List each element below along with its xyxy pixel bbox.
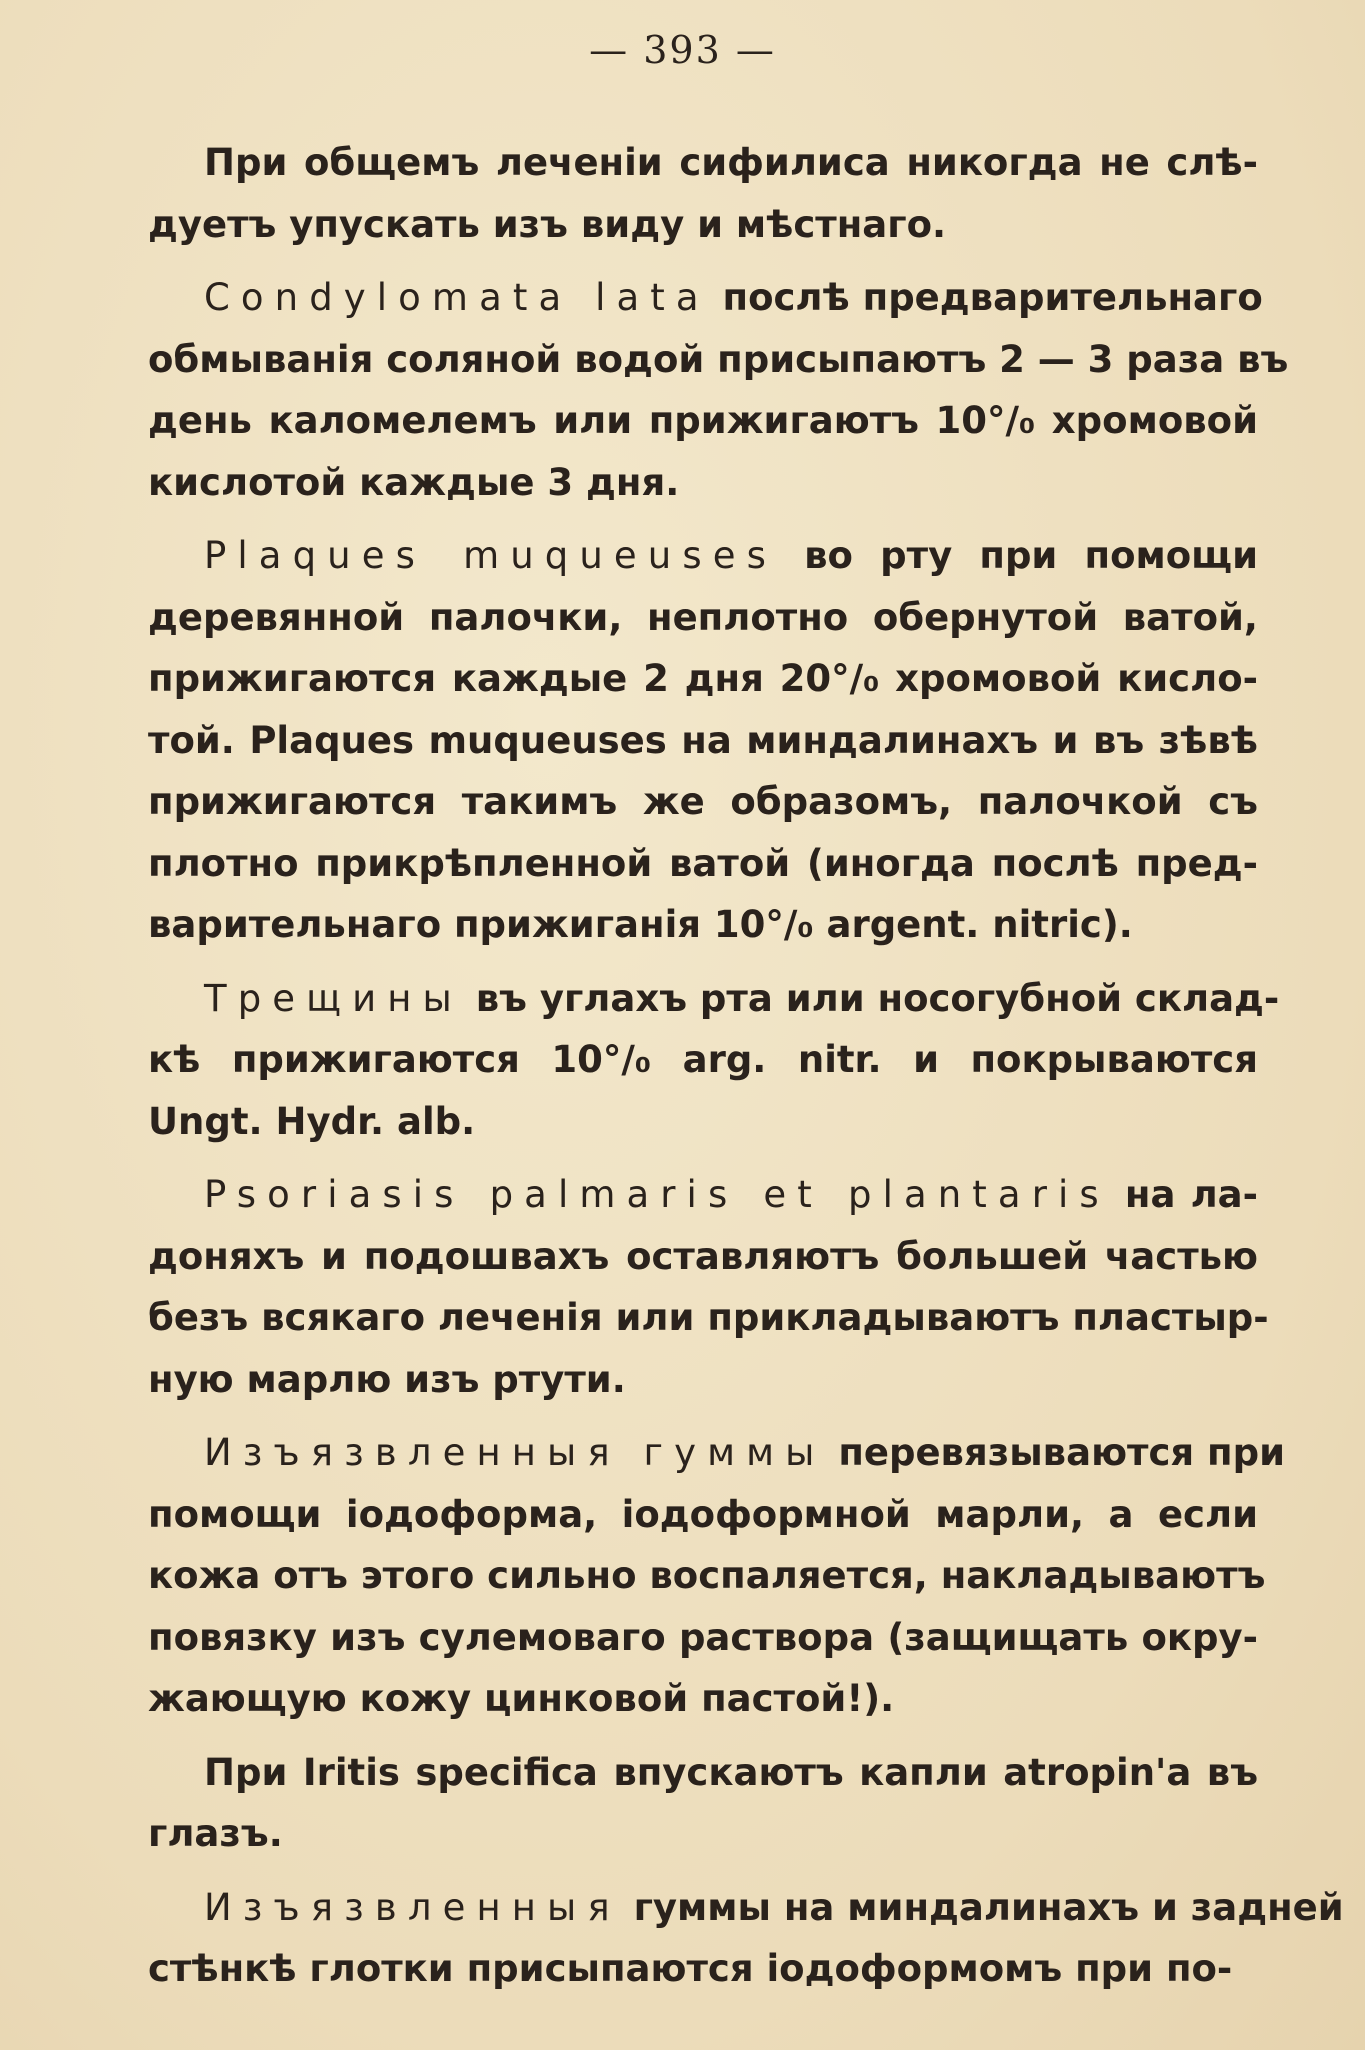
text-line: стѣнкѣ глотки присыпаются іодоформомъ при по- — [148, 1947, 1233, 1990]
text-line: помощи іодоформа, іодоформной марли, а если — [148, 1492, 1258, 1536]
text-line: Изъязвленныя гуммы на миндалинахъ и задней — [204, 1885, 1344, 1929]
text-line: Condylomata lata послѣ предварительнаго — [204, 276, 1263, 319]
paragraph — [148, 968, 1280, 1153]
paragraph — [148, 1742, 1258, 1865]
page-body — [148, 132, 1344, 2000]
text-line: глазъ. — [148, 1812, 283, 1855]
text-line: дуетъ упускать изъ виду и мѣстнаго. — [148, 202, 947, 246]
text-line: той. Plaques muqueuses на миндалинахъ и въ зѣвѣ — [148, 718, 1258, 762]
page-number: — 393 — — [589, 28, 776, 72]
paragraph — [148, 1422, 1286, 1730]
paragraph — [148, 525, 1258, 956]
text-line: безъ всякаго леченія или прикладываютъ пластыр- — [148, 1296, 1269, 1339]
text-line: Трещины въ углахъ рта или носогубной склад- — [204, 976, 1280, 1020]
text-line: ную марлю изъ ртути. — [148, 1357, 626, 1401]
text-line: прижигаются каждые 2 дня 20°/₀ хромовой кисло- — [148, 657, 1258, 700]
text-line: кѣ прижигаются 10°/₀ arg. nitr. и покрываются — [148, 1038, 1258, 1081]
text-line: жающую кожу цинковой пастой!). — [148, 1677, 895, 1720]
text-line: кожа отъ этого сильно воспаляется, накладываютъ — [148, 1554, 1266, 1597]
paragraph — [148, 1164, 1269, 1410]
text-line: Plaques muqueuses во рту при помощи — [204, 534, 1258, 577]
text-line: варительнаго прижиганія 10°/₀ argent. nitric). — [148, 903, 1133, 946]
spaced-term: Трещины — [204, 976, 463, 1020]
text-line: Psoriasis palmaris et plantaris на ла- — [204, 1173, 1258, 1216]
spaced-term: Изъязвленныя — [204, 1885, 621, 1929]
paragraph — [148, 267, 1289, 513]
text-line: кислотой каждые 3 дня. — [148, 460, 680, 504]
spaced-term: Psoriasis palmaris et plantaris — [204, 1173, 1110, 1216]
text-line: обмыванія соляной водой присыпаютъ 2 — 3 раза въ — [148, 337, 1289, 381]
text-line: день каломелемъ или прижигаютъ 10°/₀ хромовой — [148, 399, 1258, 442]
text-line: деревянной палочки, неплотно обернутой ватой, — [148, 595, 1258, 639]
text-line: доняхъ и подошвахъ оставляютъ большей частью — [148, 1234, 1258, 1278]
text-line: повязку изъ сулемоваго раствора (защищать окру- — [148, 1615, 1258, 1659]
paragraph — [148, 1877, 1344, 2000]
paragraph — [148, 132, 1258, 255]
text-line: При Iritis specifica впускаютъ капли atropin'a въ — [204, 1750, 1258, 1794]
text-line: прижигаются такимъ же образомъ, палочкой съ — [148, 780, 1258, 823]
text-line: При общемъ леченіи сифилиса никогда не слѣ- — [204, 141, 1258, 184]
spaced-term: Plaques muqueuses — [204, 534, 777, 577]
spaced-term: Изъязвленныя гуммы — [204, 1431, 826, 1474]
text-line: Ungt. Hydr. alb. — [148, 1099, 476, 1143]
text-line: плотно прикрѣпленной ватой (иногда послѣ пред- — [148, 841, 1258, 885]
text-line: Изъязвленныя гуммы перевязываются при — [204, 1431, 1286, 1474]
spaced-term: Condylomata lata — [204, 276, 710, 319]
